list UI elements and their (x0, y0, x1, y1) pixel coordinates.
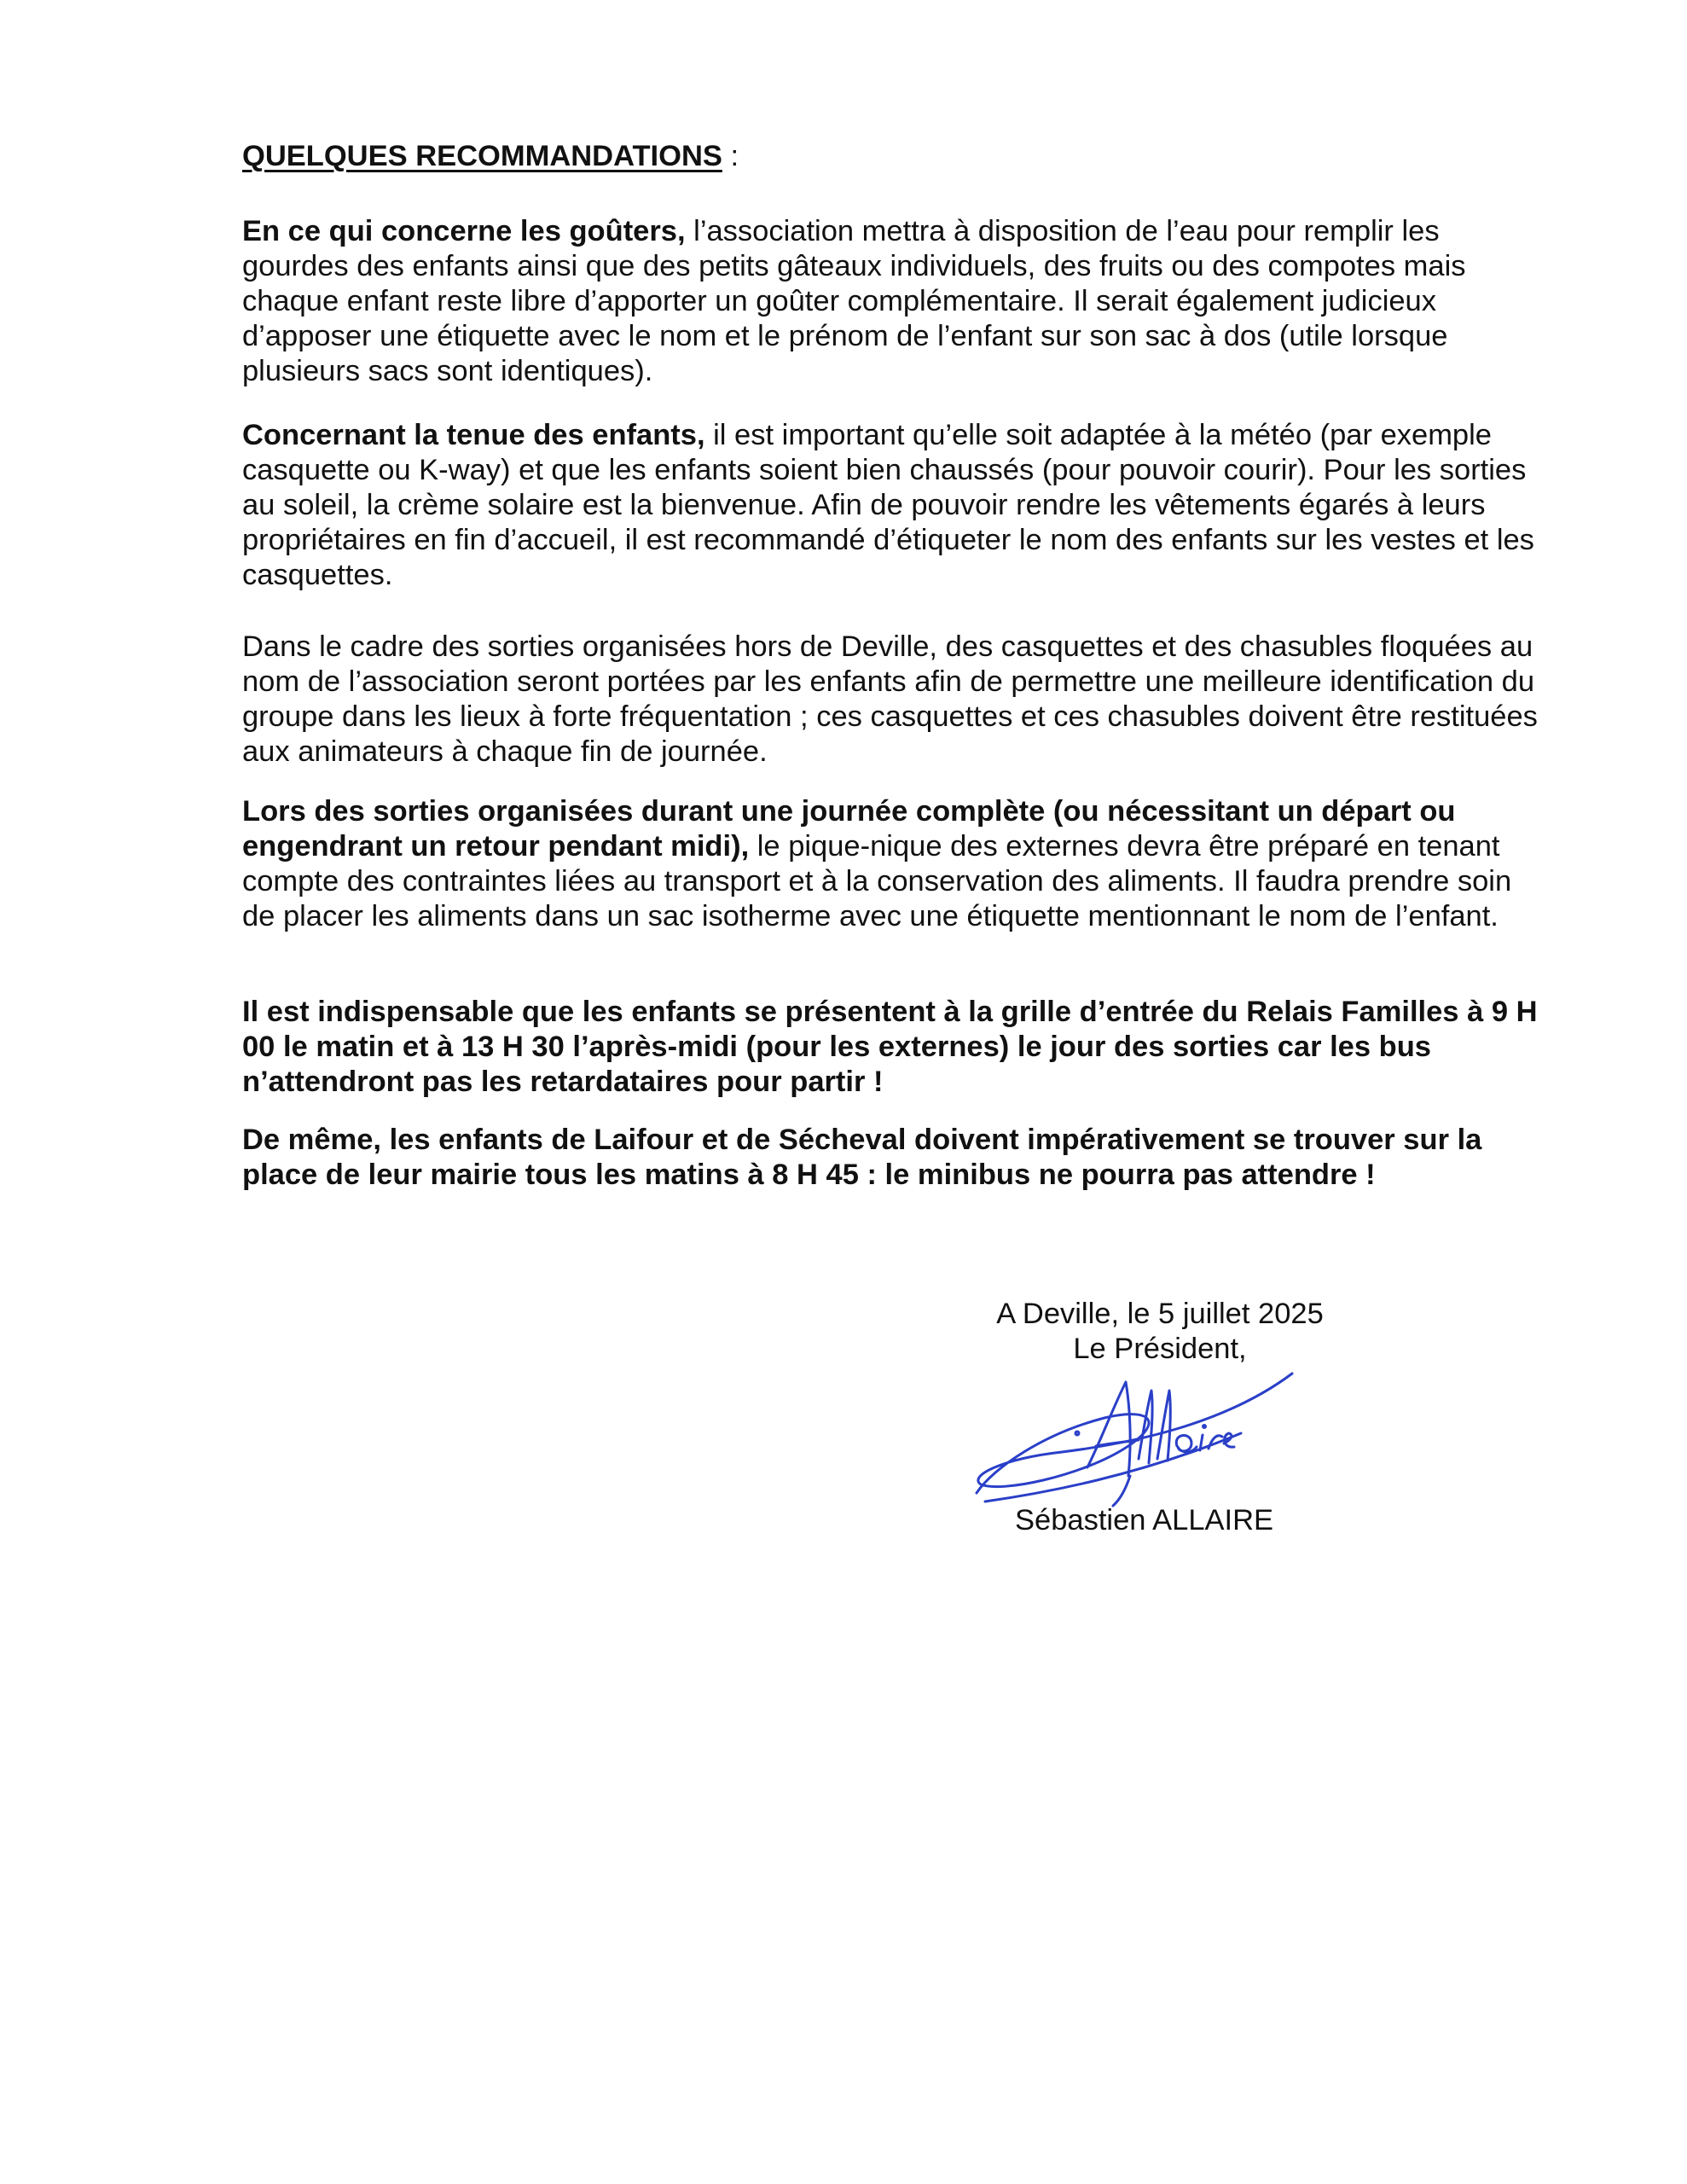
paragraph-text: l’association mettra à disposition de l’eau pour remplir les gourdes des enfants ainsi que des petits gâteaux individuels, des fruits ou des compotes mais chaque enfant reste libre d’apporter un goûter complémentaire. Il serait également judicieux d’apposer une étiquette avec le nom et le prénom de l’enfant sur son sac à dos (utile lorsque plusieurs sacs sont identiques). (242, 215, 1466, 387)
paragraph-text: Dans le cadre des sorties organisées hors de Deville, des casquettes et des chasubles floquées au nom de l’association seront portées par les enfants afin de permettre une meilleure identification du groupe dans les lieux à forte fréquentation ; ces casquettes et ces chasubles doivent être restituées aux animateurs à chaque fin de journée. (242, 630, 1538, 768)
signatory-role: Le Président, (1073, 1333, 1247, 1365)
paragraph-lead: En ce qui concerne les goûters, (242, 215, 686, 247)
signatory-name: Sébastien ALLAIRE (1015, 1504, 1274, 1536)
paragraph-lead: Lors des sorties organisées durant une journée complète (ou nécessitant un départ ou engendrant un retour pendant midi), (242, 795, 1456, 863)
section-heading-suffix: : (722, 140, 739, 172)
place-date: A Deville, le 5 juillet 2025 (996, 1298, 1324, 1330)
paragraph-minibus (242, 1123, 1539, 1193)
paragraph-clothing (242, 418, 1539, 593)
paragraph-text: il est important qu’elle soit adaptée à la météo (par exemple casquette ou K-way) et que les enfants soient bien chaussés (pour pouvoir courir). Pour les sorties au soleil, la crème solaire est la bienvenue. Afin de pouvoir rendre les vêtements égarés à leurs propriétaires en fin d’accueil, il est recommandé d’étiqueter le nom des enfants sur les vestes et les casquettes. (242, 419, 1534, 591)
section-heading (242, 139, 739, 174)
paragraph-picnic (242, 794, 1539, 934)
paragraph-lead: Concernant la tenue des enfants, (242, 419, 705, 451)
signature-block (938, 1297, 1382, 1367)
paragraph-departure-times (242, 995, 1539, 1100)
paragraph-lead: De même, les enfants de Laifour et de Sécheval doivent impérativement se trouver sur la place de leur mairie tous les matins à 8 H 45 : le minibus ne pourra pas attendre ! (242, 1124, 1482, 1191)
paragraph-text: le pique-nique des externes devra être préparé en tenant compte des contraintes liées au transport et à la conservation des aliments. Il faudra prendre soin de placer les aliments dans un sac isotherme avec une étiquette mentionnant le nom de l’enfant. (242, 830, 1512, 932)
section-heading-title: QUELQUES RECOMMANDATIONS (242, 140, 722, 172)
handwritten-signature (968, 1365, 1301, 1510)
paragraph-outings-identification (242, 630, 1539, 770)
paragraph-lead: Il est indispensable que les enfants se présentent à la grille d’entrée du Relais Familles à 9 H 00 le matin et à 13 H 30 l’après-midi (pour les externes) le jour des sorties car les bus n’attendront pas les retardataires pour partir ! (242, 996, 1538, 1098)
paragraph-snacks (242, 214, 1539, 389)
